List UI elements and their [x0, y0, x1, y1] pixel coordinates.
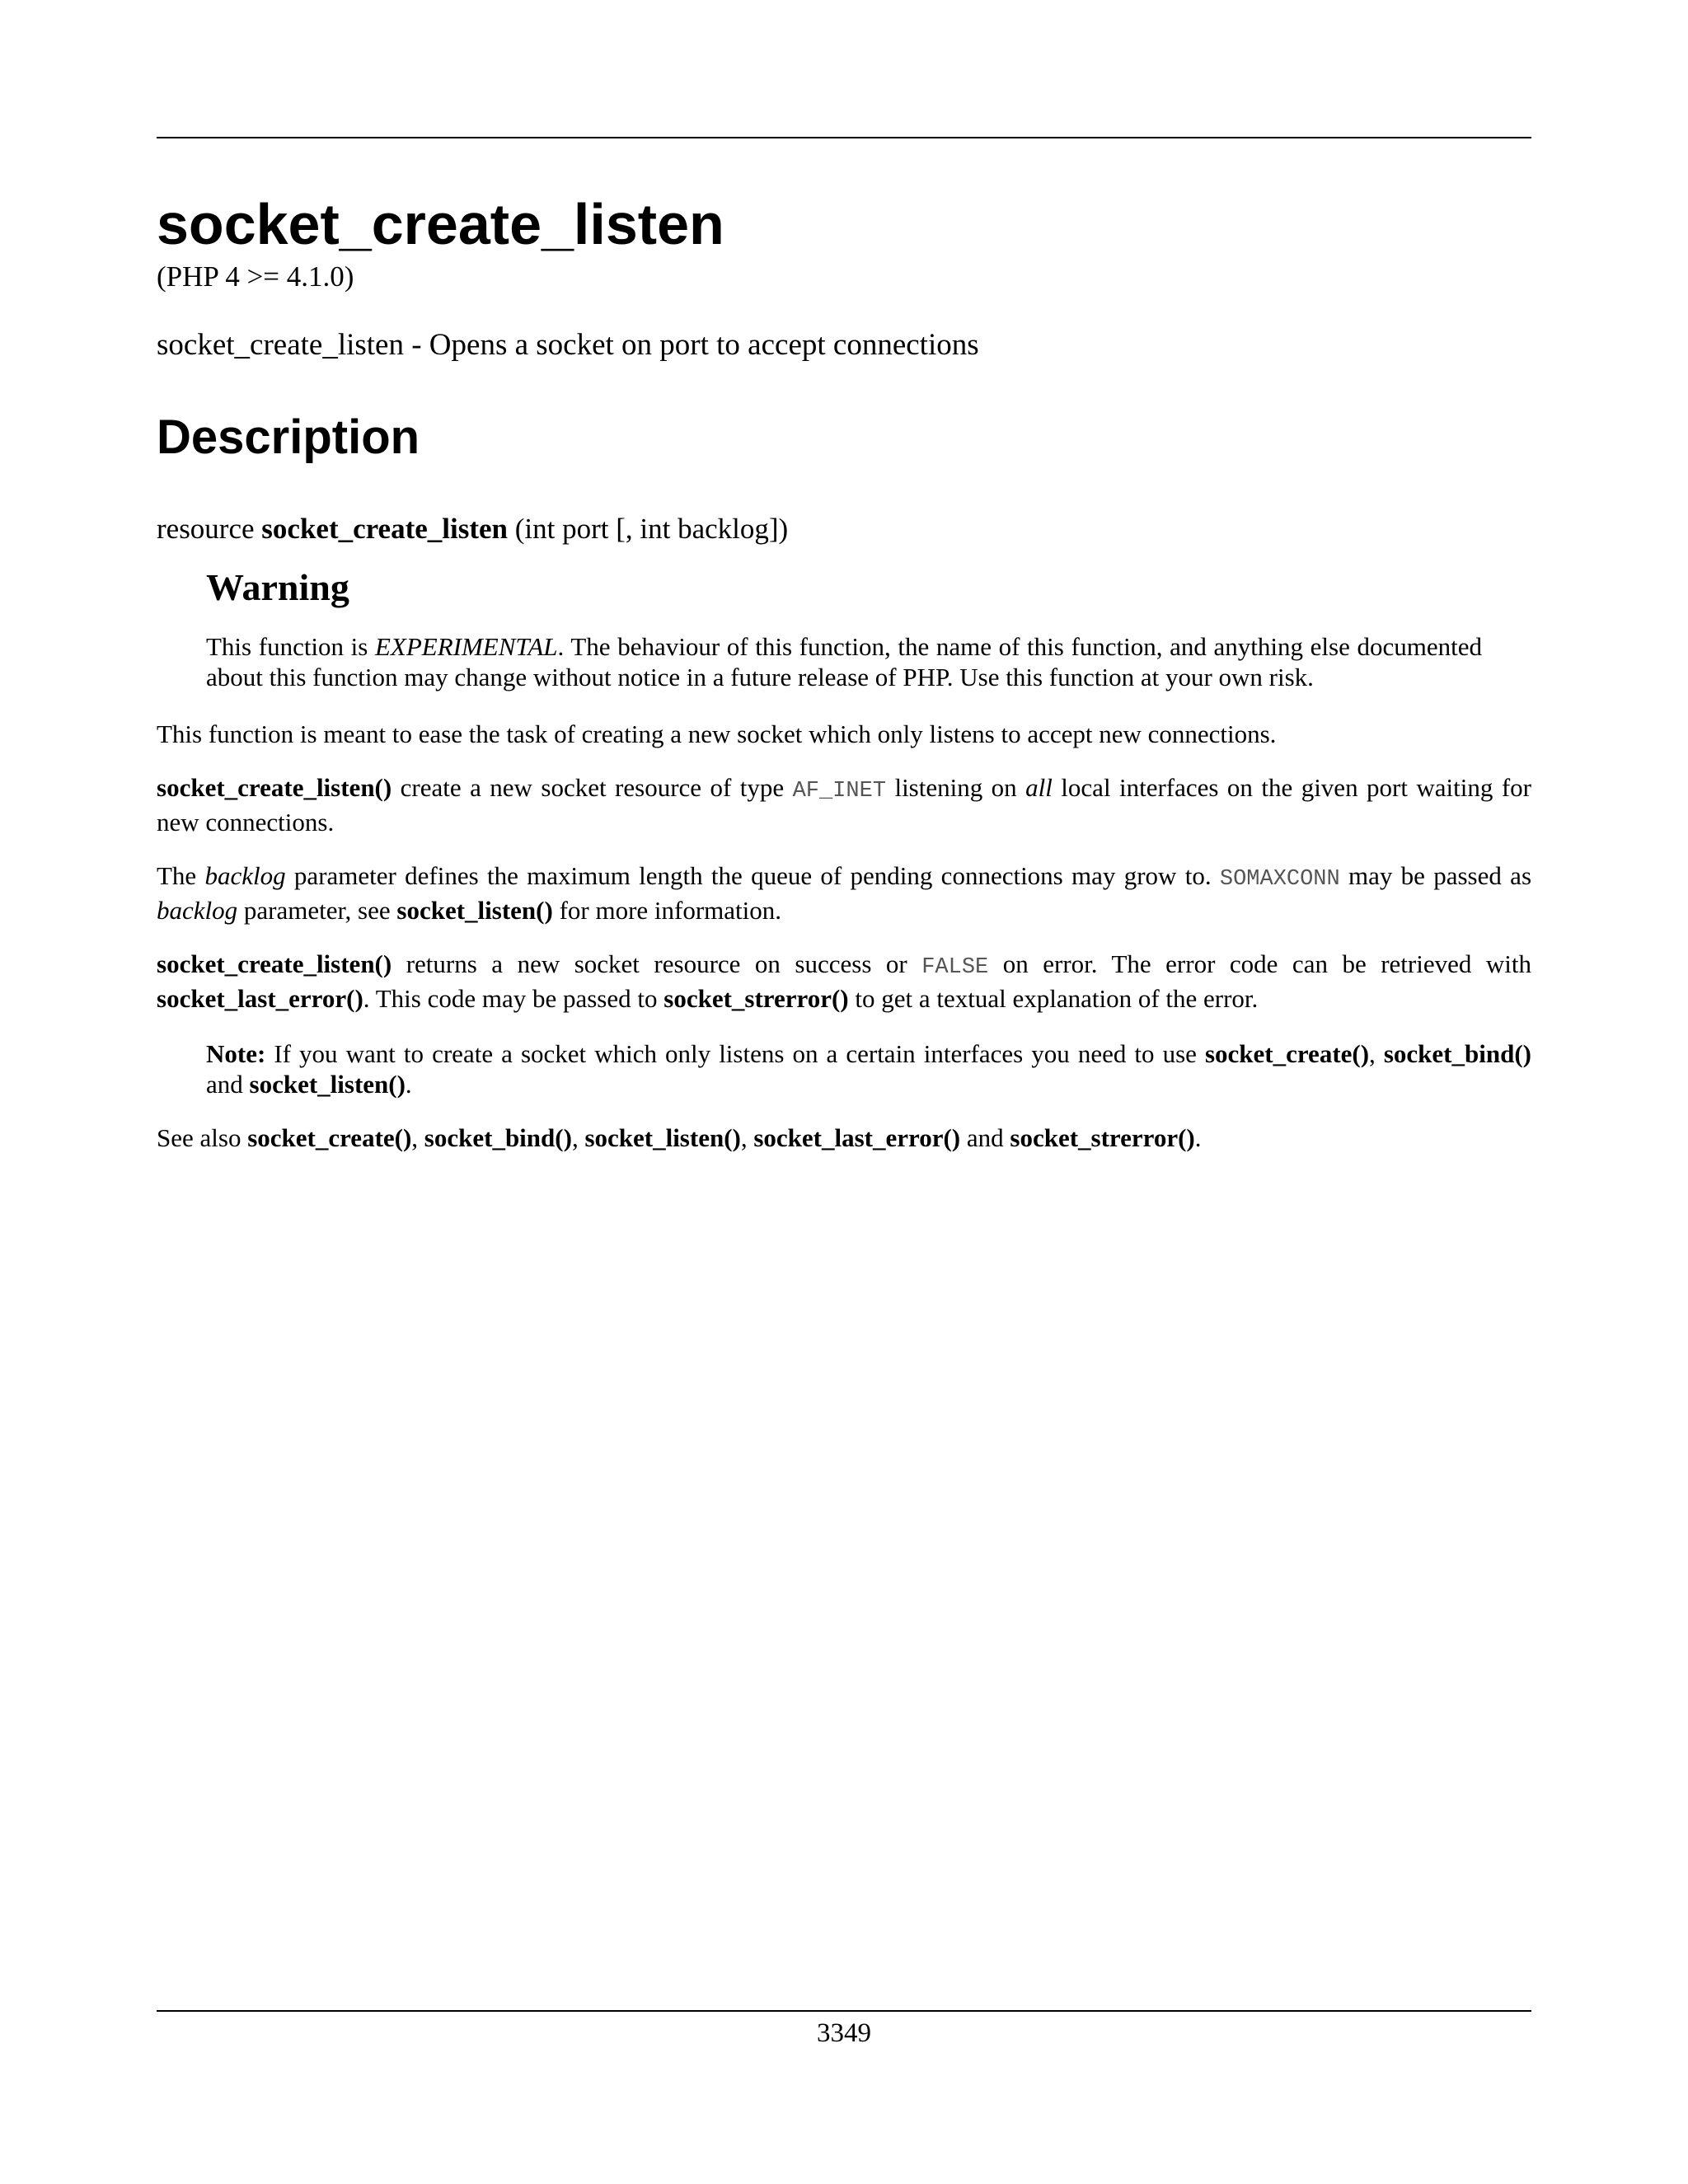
page-title: socket_create_listen [157, 192, 724, 256]
paragraph-create [157, 772, 1531, 837]
param-backlog: backlog [157, 896, 238, 926]
note-box [206, 1038, 1531, 1099]
param-backlog: backlog [204, 861, 286, 891]
link-socket-bind[interactable]: socket_bind() [1383, 1039, 1531, 1069]
link-socket-last-error[interactable]: socket_last_error() [157, 984, 363, 1014]
link-socket-strerror[interactable]: socket_strerror() [1010, 1123, 1195, 1153]
warning-text-part: This function is [206, 632, 375, 662]
text-part: If you want to create a socket which only listens on a certain interfaces you need to use [265, 1039, 1205, 1069]
text-part: . This code may be passed to [363, 984, 664, 1014]
paragraph-intro: This function is meant to ease the task of creating a new socket which only listens to accept new connections. [157, 719, 1277, 749]
refname: socket_create_listen [157, 328, 404, 362]
link-socket-listen[interactable]: socket_listen() [584, 1123, 741, 1153]
warning-text-part: . The behaviour of this function, the name of this function, and anything else documented about this function may change without notice in a future release of PHP. Use this function at your own risk. [206, 632, 1482, 692]
link-socket-create[interactable]: socket_create() [247, 1123, 412, 1153]
text-part: listening on [886, 773, 1026, 803]
constant-af-inet: AF_INET [792, 779, 886, 804]
link-socket-bind[interactable]: socket_bind() [424, 1123, 572, 1153]
text-part: , [1369, 1039, 1384, 1069]
separator: , [411, 1123, 424, 1153]
function-synopsis [157, 512, 1531, 546]
separator: . [1194, 1123, 1202, 1153]
constant-false: FALSE [921, 955, 989, 981]
synopsis-function-name: socket_create_listen [261, 513, 508, 546]
paragraph-return [157, 949, 1531, 1014]
text-part: . [405, 1070, 412, 1099]
function-ref: socket_create_listen() [157, 949, 392, 979]
function-ref: socket_create_listen() [157, 773, 392, 803]
link-socket-listen[interactable]: socket_listen() [249, 1070, 406, 1099]
synopsis-params: (int port [, int backlog]) [508, 513, 789, 546]
warning-text [206, 631, 1482, 692]
text-part: parameter, see [237, 896, 397, 926]
version-info: (PHP 4 >= 4.1.0) [157, 260, 354, 293]
refpurpose: - Opens a socket on port to accept connections [403, 328, 979, 362]
text-part: to get a textual explanation of the error. [848, 984, 1259, 1014]
refname-line [157, 327, 1531, 363]
description-heading: Description [157, 410, 420, 465]
note-text [206, 1038, 1531, 1099]
separator: and [960, 1123, 1010, 1153]
return-type: resource [157, 513, 262, 546]
paragraph-backlog [157, 860, 1531, 926]
experimental-emphasis: EXPERIMENTAL [374, 632, 558, 662]
page-number: 3349 [817, 2018, 871, 2048]
text-part: The [157, 861, 205, 891]
text-part: and [206, 1070, 250, 1099]
text-part: parameter defines the maximum length the queue of pending connections may grow to. [285, 861, 1220, 891]
see-also-label: See also [157, 1123, 248, 1153]
text-part: returns a new socket resource on success or [392, 949, 922, 979]
link-socket-strerror[interactable]: socket_strerror() [663, 984, 849, 1014]
warning-box [206, 565, 1482, 692]
link-socket-create[interactable]: socket_create() [1204, 1039, 1370, 1069]
constant-somaxconn: SOMAXCONN [1219, 867, 1340, 893]
text-part: may be passed as [1339, 861, 1532, 891]
link-socket-last-error[interactable]: socket_last_error() [753, 1123, 961, 1153]
text-part: local interfaces on the given port waiting for new connections. [157, 773, 1531, 837]
separator: , [571, 1123, 585, 1153]
separator: , [740, 1123, 754, 1153]
footer-rule [157, 2010, 1531, 2012]
text-part: create a new socket resource of type [392, 773, 793, 803]
note-label: Note: [206, 1039, 266, 1069]
page-content [157, 185, 1531, 1153]
header-rule [157, 137, 1531, 138]
paragraph-see-also [157, 1122, 1531, 1153]
link-socket-listen[interactable]: socket_listen() [396, 896, 553, 926]
warning-heading: Warning [206, 566, 349, 609]
text-part: on error. The error code can be retrieved with [988, 949, 1531, 979]
text-part: for more information. [552, 896, 782, 926]
emphasis-all: all [1025, 773, 1053, 803]
